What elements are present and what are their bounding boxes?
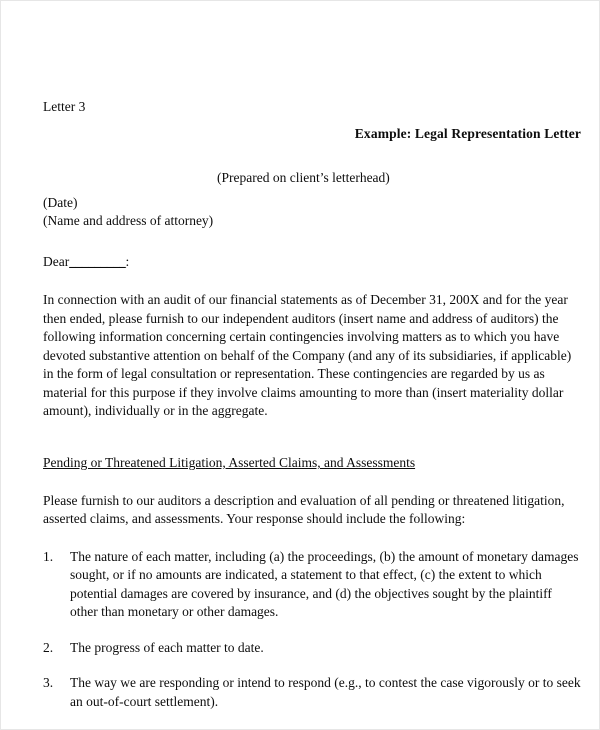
attorney-address-placeholder: (Name and address of attorney) (43, 213, 214, 228)
list-item-text: The way we are responding or intend to respond (e.g., to contest the case vigorously or to seek an out-of-court settlement). (70, 675, 581, 709)
letterhead-note: (Prepared on client’s letterhead) (217, 170, 390, 185)
list-item-number: 3. (43, 675, 54, 690)
salutation-prefix: Dear (43, 253, 70, 269)
list-item (43, 674, 581, 711)
salutation-colon: : (125, 253, 130, 269)
page-title: Example: Legal Representation Letter (354, 125, 581, 141)
recipient-block (43, 194, 581, 231)
section-heading-wrap (43, 434, 581, 473)
date-placeholder: (Date) (43, 194, 78, 210)
list-item-text: The progress of each matter to date. (70, 639, 264, 655)
letter-label: Letter 3 (43, 99, 86, 114)
section-intro-paragraph: Please furnish to our auditors a description and evaluation of all pending or threatened litigation, asserted claims, and assessments. Your response should include the following: (43, 492, 565, 526)
salutation-blank-line: _________ (69, 253, 126, 269)
list-item-text: The nature of each matter, including (a) the proceedings, (b) the amount of monetary damages sought, or if no amounts are indicated, a statement to that effect, (c) the extent to which potential damages are covered by insurance, and (d) the objectives sought by the plaintiff other than monetary or other damages. (70, 548, 579, 619)
section-heading: Pending or Threatened Litigation, Asserted Claims, and Assessments (43, 455, 416, 470)
requirements-list (43, 548, 581, 712)
list-item (43, 639, 581, 658)
opening-paragraph: In connection with an audit of our financial statements as of December 31, 200X and for the year then ended, please furnish to our independent auditors (insert name and address of auditors) the following information concerning certain contingencies involving matters as to which you have devoted substantive attention on behalf of the Company (and any of its subsidiaries, if applicable) in the form of legal consultation or representation. These contingencies are regarded by us as material for this purpose if they involve claims amounting to more than (insert materiality dollar amount), individually or in the aggregate. (43, 292, 572, 418)
list-item-number: 2. (43, 639, 54, 655)
list-item (43, 548, 581, 622)
salutation (43, 253, 581, 272)
list-item-number: 1. (43, 548, 54, 564)
document-body (43, 1, 581, 711)
